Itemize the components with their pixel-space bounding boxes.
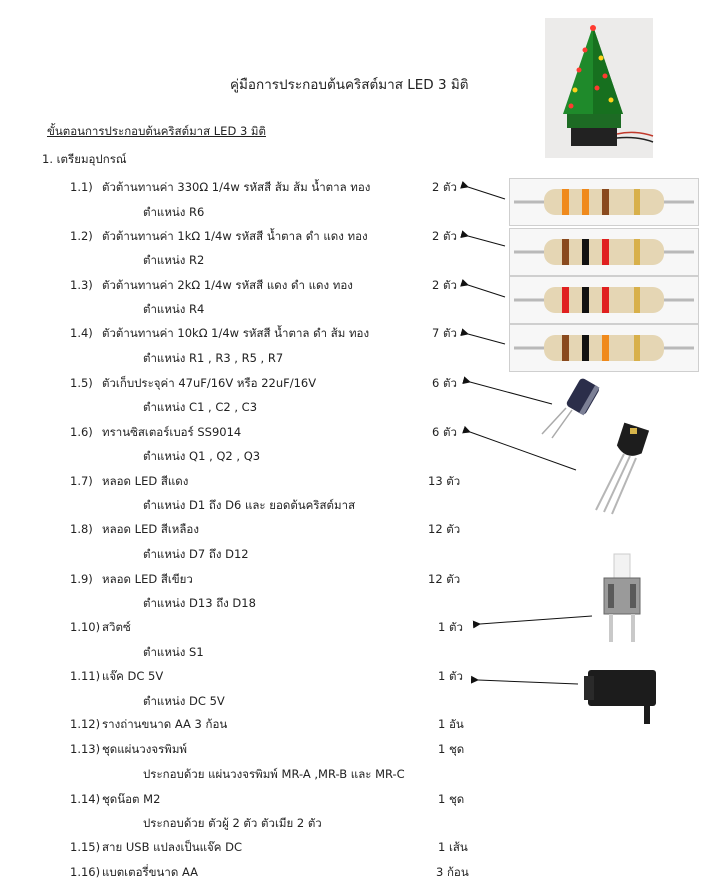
item-position: ประกอบด้วย ตัวผู้ 2 ตัว ตัวเมีย 2 ตัว bbox=[143, 816, 322, 830]
arrow bbox=[468, 334, 505, 344]
item-position: ตำแหน่ง S1 bbox=[143, 645, 204, 659]
item-number: 1.1) bbox=[70, 180, 93, 194]
item-quantity: 2 ตัว bbox=[432, 229, 457, 243]
item-description: ตัวต้านทานค่า 2kΩ 1/4w รหัสสี แดง ดำ แดง ทอง bbox=[102, 278, 353, 292]
item-position: ตำแหน่ง D1 ถึง D6 และ ยอดต้นคริสต์มาส bbox=[143, 498, 356, 512]
item-quantity: 1 ชุด bbox=[438, 742, 465, 756]
item-quantity: 1 เส้น bbox=[438, 840, 468, 854]
item-description: ชุดน๊อต M2 bbox=[102, 792, 161, 806]
item-position: ตำแหน่ง C1 , C2 , C3 bbox=[143, 400, 258, 414]
arrow bbox=[470, 432, 576, 470]
item-description: รางถ่านขนาด AA 3 ก้อน bbox=[102, 717, 228, 731]
item-quantity: 1 อัน bbox=[438, 717, 464, 731]
item-position: ตำแหน่ง DC 5V bbox=[143, 694, 225, 708]
item-description: ตัวต้านทานค่า 1kΩ 1/4w รหัสสี น้ำตาล ดำ แดง ทอง bbox=[102, 229, 368, 243]
step-heading: 1. เตรียมอุปกรณ์ bbox=[42, 152, 127, 166]
arrow bbox=[468, 187, 505, 199]
arrow bbox=[480, 616, 592, 624]
item-quantity: 2 ตัว bbox=[432, 278, 457, 292]
item-number: 1.9) bbox=[70, 572, 93, 586]
item-quantity: 7 ตัว bbox=[432, 326, 457, 340]
item-number: 1.12) bbox=[70, 717, 101, 731]
item-number: 1.13) bbox=[70, 742, 101, 756]
item-description: แบตเตอรี่ขนาด AA bbox=[102, 865, 199, 879]
item-quantity: 6 ตัว bbox=[432, 425, 457, 439]
item-number: 1.10) bbox=[70, 620, 101, 634]
item-number: 1.16) bbox=[70, 865, 101, 879]
arrow bbox=[478, 680, 578, 684]
item-description: ตัวต้านทานค่า 330Ω 1/4w รหัสสี ส้ม ส้ม น้ำตาล ทอง bbox=[102, 180, 371, 194]
item-position: ตำแหน่ง R2 bbox=[143, 253, 205, 267]
item-description: ชุดแผ่นวงจรพิมพ์ bbox=[102, 742, 188, 756]
item-number: 1.5) bbox=[70, 376, 93, 390]
item-number: 1.3) bbox=[70, 278, 93, 292]
item-quantity: 12 ตัว bbox=[428, 522, 461, 536]
item-position: ตำแหน่ง D13 ถึง D18 bbox=[143, 596, 256, 610]
item-description: ตัวต้านทานค่า 10kΩ 1/4w รหัสสี น้ำตาล ดำ ส้ม ทอง bbox=[102, 326, 370, 340]
item-quantity: 3 ก้อน bbox=[436, 865, 469, 879]
item-position: ประกอบด้วย แผ่นวงจรพิมพ์ MR-A ,MR-B และ MR-C bbox=[143, 767, 405, 781]
item-number: 1.8) bbox=[70, 522, 93, 536]
item-description: ตัวเก็บประจุค่า 47uF/16V หรือ 22uF/16V bbox=[102, 376, 317, 390]
item-description: หลอด LED สีเขียว bbox=[102, 572, 193, 586]
item-number: 1.2) bbox=[70, 229, 93, 243]
page-title: คู่มือการประกอบต้นคริสต์มาส LED 3 มิติ bbox=[230, 77, 469, 93]
item-description: สวิตซ์ bbox=[102, 620, 131, 634]
item-number: 1.7) bbox=[70, 474, 93, 488]
item-number: 1.4) bbox=[70, 326, 93, 340]
item-position: ตำแหน่ง R1 , R3 , R5 , R7 bbox=[143, 351, 284, 365]
item-quantity: 6 ตัว bbox=[432, 376, 457, 390]
arrow bbox=[470, 382, 552, 404]
item-number: 1.14) bbox=[70, 792, 101, 806]
item-quantity: 1 ตัว bbox=[438, 669, 463, 683]
section-heading: ขั้นตอนการประกอบต้นคริสต์มาส LED 3 มิติ bbox=[47, 124, 266, 138]
item-number: 1.11) bbox=[70, 669, 101, 683]
item-description: หลอด LED สีแดง bbox=[102, 474, 189, 488]
item-position: ตำแหน่ง R4 bbox=[143, 302, 205, 316]
item-position: ตำแหน่ง D7 ถึง D12 bbox=[143, 547, 249, 561]
item-position: ตำแหน่ง Q1 , Q2 , Q3 bbox=[143, 449, 261, 463]
item-number: 1.15) bbox=[70, 840, 101, 854]
item-quantity: 12 ตัว bbox=[428, 572, 461, 586]
item-quantity: 1 ชุด bbox=[438, 792, 465, 806]
item-quantity: 1 ตัว bbox=[438, 620, 463, 634]
item-position: ตำแหน่ง R6 bbox=[143, 205, 205, 219]
item-description: หลอด LED สีเหลือง bbox=[102, 522, 199, 536]
item-description: สาย USB แปลงเป็นแจ๊ค DC bbox=[102, 840, 242, 854]
item-description: แจ๊ค DC 5V bbox=[102, 669, 164, 683]
arrow bbox=[468, 285, 505, 297]
item-quantity: 13 ตัว bbox=[428, 474, 461, 488]
arrow bbox=[468, 236, 505, 246]
item-number: 1.6) bbox=[70, 425, 93, 439]
item-quantity: 2 ตัว bbox=[432, 180, 457, 194]
item-description: ทรานซิสเตอร์เบอร์ SS9014 bbox=[102, 425, 242, 439]
